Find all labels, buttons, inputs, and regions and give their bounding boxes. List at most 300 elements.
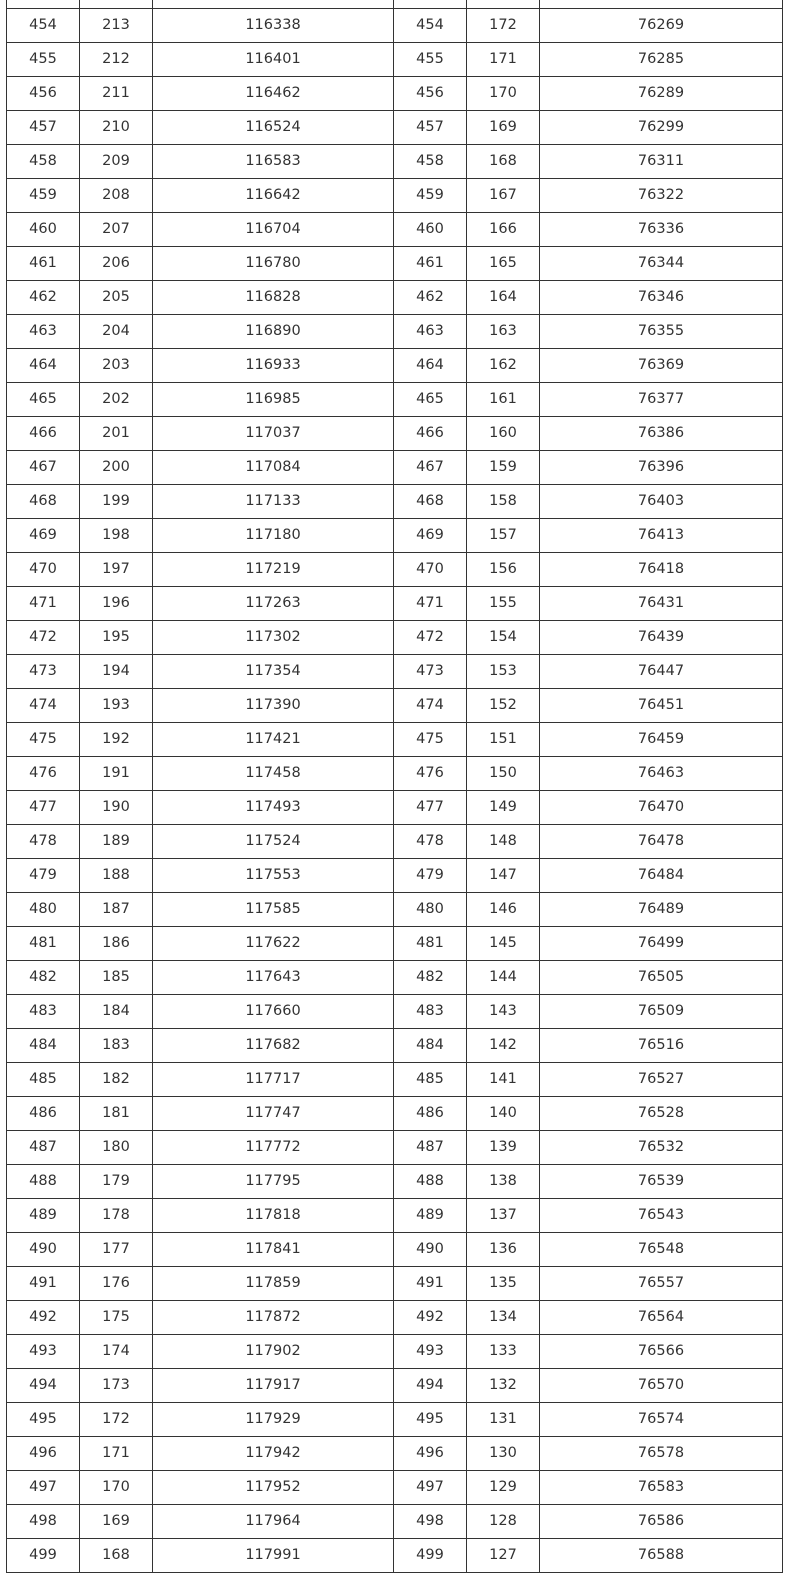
table-cell-cumulative-b: 76439 [540,621,783,655]
table-cell-rank-b: 133 [467,1335,540,1369]
table-cell-cumulative-b: 76336 [540,213,783,247]
table-cell-score-b: 490 [394,1233,467,1267]
table-cell-cumulative-a: 116338 [153,9,394,43]
table-row [7,1233,783,1267]
table-cell-score-a: 470 [7,553,80,587]
table-cell-cumulative-b: 76355 [540,315,783,349]
table-cell-rank-b: 163 [467,315,540,349]
table-cell-cumulative-a: 116985 [153,383,394,417]
table-row [7,1369,783,1403]
table-row [7,315,783,349]
table-cell-cumulative-b: 76447 [540,655,783,689]
table-cell-cumulative-a: 117037 [153,417,394,451]
table-cell-score-a: 479 [7,859,80,893]
table-cell-cumulative-a: 117818 [153,1199,394,1233]
table-cell-cumulative-b: 76564 [540,1301,783,1335]
table-cell-score-a [7,0,80,9]
score-table-body [7,0,783,1573]
table-cell-cumulative-b: 76322 [540,179,783,213]
table-cell-cumulative-a: 117354 [153,655,394,689]
table-cell-score-a: 484 [7,1029,80,1063]
table-cell-cumulative-b: 76528 [540,1097,783,1131]
table-row [7,859,783,893]
table-cell-cumulative-b: 76346 [540,281,783,315]
table-cell-cumulative-b: 76463 [540,757,783,791]
table-cell-cumulative-b: 76578 [540,1437,783,1471]
table-cell-cumulative-b: 76557 [540,1267,783,1301]
table-cell-cumulative-a: 117133 [153,485,394,519]
table-cell-score-b [394,0,467,9]
table-cell-cumulative-a: 117390 [153,689,394,723]
table-row [7,689,783,723]
table-cell-rank-a: 208 [80,179,153,213]
table-cell-rank-b: 159 [467,451,540,485]
score-table [6,0,783,1573]
table-cell-score-a: 474 [7,689,80,723]
table-cell-rank-b: 164 [467,281,540,315]
table-cell-cumulative-b: 76377 [540,383,783,417]
table-cell-score-b: 461 [394,247,467,281]
table-row [7,825,783,859]
table-cell-score-a: 460 [7,213,80,247]
table-cell-rank-a: 192 [80,723,153,757]
table-cell-cumulative-a: 116401 [153,43,394,77]
table-cell-cumulative-a: 117747 [153,1097,394,1131]
table-cell-cumulative-b: 76285 [540,43,783,77]
table-cell-rank-a: 170 [80,1471,153,1505]
table-cell-score-a: 456 [7,77,80,111]
table-cell-score-b: 469 [394,519,467,553]
table-cell-rank-b: 136 [467,1233,540,1267]
table-cell-score-a: 486 [7,1097,80,1131]
table-cell-cumulative-a: 117841 [153,1233,394,1267]
table-cell-score-a: 496 [7,1437,80,1471]
table-cell-rank-a: 180 [80,1131,153,1165]
table-cell-cumulative-b: 76344 [540,247,783,281]
table-cell-score-b: 463 [394,315,467,349]
table-row [7,1097,783,1131]
table-cell-score-a: 477 [7,791,80,825]
table-cell-cumulative-b: 76539 [540,1165,783,1199]
table-cell-rank-a: 186 [80,927,153,961]
table-cell-score-b: 495 [394,1403,467,1437]
table-cell-cumulative-a: 116583 [153,145,394,179]
table-cell-rank-b: 135 [467,1267,540,1301]
table-row [7,179,783,213]
table-cell-cumulative-b: 76489 [540,893,783,927]
table-cell-rank-b: 168 [467,145,540,179]
table-cell-score-b: 458 [394,145,467,179]
table-cell-score-a: 469 [7,519,80,553]
table-cell-cumulative-b: 76299 [540,111,783,145]
table-cell-score-a: 464 [7,349,80,383]
table-cell-rank-a: 171 [80,1437,153,1471]
table-cell-rank-b: 147 [467,859,540,893]
table-cell-score-b: 467 [394,451,467,485]
table-cell-rank-b: 150 [467,757,540,791]
table-cell-rank-a: 202 [80,383,153,417]
table-cell-cumulative-b: 76516 [540,1029,783,1063]
table-cell-score-b: 456 [394,77,467,111]
table-cell-rank-b: 131 [467,1403,540,1437]
table-cell-score-b: 497 [394,1471,467,1505]
table-cell-score-b: 462 [394,281,467,315]
table-cell-cumulative-b: 76505 [540,961,783,995]
table-cell-cumulative-a: 117964 [153,1505,394,1539]
table-cell-rank-b: 140 [467,1097,540,1131]
table-cell-rank-a: 191 [80,757,153,791]
table-cell-score-a: 491 [7,1267,80,1301]
table-cell-rank-a: 211 [80,77,153,111]
table-cell-cumulative-b: 76311 [540,145,783,179]
table-cell-score-b: 474 [394,689,467,723]
table-cell-score-a: 467 [7,451,80,485]
table-cell-cumulative-a: 116780 [153,247,394,281]
table-cell-cumulative-b: 76574 [540,1403,783,1437]
table-cell-rank-a: 196 [80,587,153,621]
table-cell-rank-b: 157 [467,519,540,553]
table-cell-rank-a: 201 [80,417,153,451]
table-cell-rank-a: 172 [80,1403,153,1437]
table-cell-rank-a: 199 [80,485,153,519]
table-cell-cumulative-a: 117795 [153,1165,394,1199]
table-cell-score-a: 473 [7,655,80,689]
table-row [7,1029,783,1063]
table-cell-score-a: 482 [7,961,80,995]
table-row [7,1131,783,1165]
table-cell-cumulative-a: 116524 [153,111,394,145]
table-cell-score-a: 459 [7,179,80,213]
table-cell-rank-a: 175 [80,1301,153,1335]
table-cell-rank-b: 149 [467,791,540,825]
table-row [7,485,783,519]
table-cell-score-a: 455 [7,43,80,77]
table-cell-cumulative-a: 117458 [153,757,394,791]
table-row [7,77,783,111]
table-cell-cumulative-a: 117622 [153,927,394,961]
table-cell-score-a: 471 [7,587,80,621]
table-cell-cumulative-a: 116462 [153,77,394,111]
table-cell-score-b: 466 [394,417,467,451]
table-cell-rank-a [80,0,153,9]
table-cell-rank-a: 193 [80,689,153,723]
table-cell-cumulative-a: 117859 [153,1267,394,1301]
table-cell-cumulative-b: 76499 [540,927,783,961]
table-row [7,0,783,9]
table-cell-score-a: 497 [7,1471,80,1505]
table-cell-rank-a: 209 [80,145,153,179]
table-cell-cumulative-a: 117524 [153,825,394,859]
table-cell-rank-b [467,0,540,9]
table-cell-cumulative-a: 117553 [153,859,394,893]
table-cell-rank-a: 200 [80,451,153,485]
table-cell-cumulative-b: 76470 [540,791,783,825]
table-cell-score-b: 494 [394,1369,467,1403]
table-cell-score-b: 468 [394,485,467,519]
table-cell-score-b: 459 [394,179,467,213]
table-cell-rank-a: 179 [80,1165,153,1199]
table-cell-cumulative-a: 117991 [153,1539,394,1573]
table-cell-score-b: 454 [394,9,467,43]
table-cell-score-a: 489 [7,1199,80,1233]
table-cell-rank-b: 148 [467,825,540,859]
table-cell-score-b: 472 [394,621,467,655]
table-row [7,893,783,927]
table-cell-score-b: 496 [394,1437,467,1471]
table-cell-score-a: 475 [7,723,80,757]
table-row [7,1063,783,1097]
table-cell-cumulative-b: 76289 [540,77,783,111]
table-cell-cumulative-b: 76369 [540,349,783,383]
table-cell-rank-b: 165 [467,247,540,281]
table-cell-cumulative-a: 117682 [153,1029,394,1063]
table-row [7,1505,783,1539]
table-cell-rank-a: 213 [80,9,153,43]
table-cell-score-b: 471 [394,587,467,621]
table-cell-rank-b: 129 [467,1471,540,1505]
table-cell-cumulative-b: 76478 [540,825,783,859]
table-row [7,43,783,77]
table-cell-score-b: 473 [394,655,467,689]
table-cell-rank-b: 134 [467,1301,540,1335]
table-row [7,247,783,281]
table-cell-score-a: 461 [7,247,80,281]
table-cell-rank-b: 141 [467,1063,540,1097]
table-cell-cumulative-a: 117717 [153,1063,394,1097]
table-cell-rank-a: 212 [80,43,153,77]
table-cell-cumulative-a: 117902 [153,1335,394,1369]
table-cell-cumulative-b: 76566 [540,1335,783,1369]
table-cell-score-a: 468 [7,485,80,519]
table-cell-cumulative-b: 76386 [540,417,783,451]
table-cell-score-a: 472 [7,621,80,655]
table-row [7,1335,783,1369]
table-cell-cumulative-a: 117180 [153,519,394,553]
table-cell-score-a: 478 [7,825,80,859]
table-cell-rank-a: 197 [80,553,153,587]
table-cell-rank-b: 161 [467,383,540,417]
table-cell-rank-b: 143 [467,995,540,1029]
table-cell-score-a: 481 [7,927,80,961]
table-row [7,417,783,451]
table-cell-cumulative-a: 117952 [153,1471,394,1505]
table-row [7,1471,783,1505]
table-cell-rank-a: 182 [80,1063,153,1097]
table-row [7,1267,783,1301]
table-cell-score-b: 470 [394,553,467,587]
table-row [7,655,783,689]
table-row [7,145,783,179]
table-cell-cumulative-a: 116704 [153,213,394,247]
table-cell-cumulative-a: 117302 [153,621,394,655]
table-cell-score-b: 487 [394,1131,467,1165]
table-cell-cumulative-b: 76269 [540,9,783,43]
table-cell-rank-a: 210 [80,111,153,145]
table-cell-rank-b: 144 [467,961,540,995]
table-cell-score-a: 476 [7,757,80,791]
table-cell-score-b: 480 [394,893,467,927]
table-cell-score-b: 484 [394,1029,467,1063]
table-cell-rank-a: 168 [80,1539,153,1573]
table-row [7,927,783,961]
table-cell-cumulative-b: 76509 [540,995,783,1029]
table-cell-score-b: 479 [394,859,467,893]
table-cell-rank-b: 162 [467,349,540,383]
table-cell-rank-b: 170 [467,77,540,111]
table-cell-rank-b: 142 [467,1029,540,1063]
table-cell-rank-a: 183 [80,1029,153,1063]
table-cell-rank-a: 189 [80,825,153,859]
table-cell-score-b: 482 [394,961,467,995]
table-cell-rank-b: 132 [467,1369,540,1403]
table-cell-rank-b: 146 [467,893,540,927]
table-cell-rank-b: 151 [467,723,540,757]
table-cell-score-a: 462 [7,281,80,315]
table-row [7,281,783,315]
table-cell-score-b: 485 [394,1063,467,1097]
table-cell-rank-a: 198 [80,519,153,553]
table-cell-score-a: 495 [7,1403,80,1437]
table-cell-cumulative-a: 117772 [153,1131,394,1165]
table-row [7,213,783,247]
table-cell-rank-b: 138 [467,1165,540,1199]
table-cell-score-b: 489 [394,1199,467,1233]
table-cell-rank-a: 184 [80,995,153,1029]
table-cell-score-a: 483 [7,995,80,1029]
table-cell-rank-b: 130 [467,1437,540,1471]
table-cell-cumulative-b: 76418 [540,553,783,587]
table-cell-score-a: 466 [7,417,80,451]
table-cell-score-a: 485 [7,1063,80,1097]
table-cell-cumulative-a: 117219 [153,553,394,587]
table-row [7,995,783,1029]
table-cell-cumulative-a: 117493 [153,791,394,825]
table-cell-rank-a: 178 [80,1199,153,1233]
table-cell-rank-b: 154 [467,621,540,655]
table-cell-score-a: 499 [7,1539,80,1573]
table-cell-cumulative-b: 76570 [540,1369,783,1403]
table-cell-rank-a: 204 [80,315,153,349]
table-cell-rank-b: 166 [467,213,540,247]
table-cell-score-a: 465 [7,383,80,417]
table-cell-rank-b: 172 [467,9,540,43]
table-cell-rank-b: 155 [467,587,540,621]
table-cell-cumulative-a: 116642 [153,179,394,213]
table-cell-rank-a: 176 [80,1267,153,1301]
table-row [7,791,783,825]
table-cell-rank-a: 194 [80,655,153,689]
table-row [7,451,783,485]
table-row [7,1165,783,1199]
table-cell-score-b: 464 [394,349,467,383]
table-cell-cumulative-b: 76527 [540,1063,783,1097]
table-cell-cumulative-b: 76403 [540,485,783,519]
table-cell-cumulative-a: 117421 [153,723,394,757]
table-cell-cumulative-a: 116890 [153,315,394,349]
table-row [7,349,783,383]
table-cell-rank-a: 195 [80,621,153,655]
table-cell-cumulative-a: 116828 [153,281,394,315]
table-cell-cumulative-b: 76543 [540,1199,783,1233]
table-row [7,111,783,145]
table-cell-score-a: 498 [7,1505,80,1539]
table-cell-score-b: 491 [394,1267,467,1301]
table-cell-rank-b: 156 [467,553,540,587]
table-cell-cumulative-a: 117660 [153,995,394,1029]
table-cell-cumulative-a: 117585 [153,893,394,927]
table-cell-rank-b: 127 [467,1539,540,1573]
table-cell-cumulative-b: 76588 [540,1539,783,1573]
table-row [7,9,783,43]
table-row [7,553,783,587]
table-cell-score-a: 463 [7,315,80,349]
table-row [7,1403,783,1437]
table-cell-rank-b: 139 [467,1131,540,1165]
table-cell-score-a: 454 [7,9,80,43]
table-cell-score-b: 483 [394,995,467,1029]
table-cell-score-a: 493 [7,1335,80,1369]
table-cell-cumulative-a: 117643 [153,961,394,995]
table-cell-score-a: 458 [7,145,80,179]
table-row [7,383,783,417]
table-cell-cumulative-a: 117929 [153,1403,394,1437]
table-cell-cumulative-b: 76548 [540,1233,783,1267]
table-cell-score-b: 478 [394,825,467,859]
table-cell-score-a: 492 [7,1301,80,1335]
table-cell-cumulative-b: 76484 [540,859,783,893]
table-cell-rank-a: 187 [80,893,153,927]
table-cell-rank-a: 174 [80,1335,153,1369]
table-cell-score-b: 475 [394,723,467,757]
table-cell-cumulative-b: 76396 [540,451,783,485]
table-row [7,1199,783,1233]
table-cell-cumulative-a: 117263 [153,587,394,621]
table-cell-rank-b: 137 [467,1199,540,1233]
table-cell-cumulative-a: 117084 [153,451,394,485]
table-cell-rank-b: 152 [467,689,540,723]
table-cell-score-b: 455 [394,43,467,77]
table-cell-cumulative-a: 117917 [153,1369,394,1403]
table-cell-score-b: 476 [394,757,467,791]
table-cell-rank-a: 185 [80,961,153,995]
table-cell-score-b: 488 [394,1165,467,1199]
table-cell-cumulative-b: 76451 [540,689,783,723]
table-cell-cumulative-a: 116933 [153,349,394,383]
table-cell-cumulative-b [540,0,783,9]
table-cell-score-b: 492 [394,1301,467,1335]
table-row [7,961,783,995]
table-row [7,757,783,791]
table-cell-rank-a: 206 [80,247,153,281]
table-row [7,587,783,621]
table-cell-score-b: 465 [394,383,467,417]
table-row [7,1301,783,1335]
table-cell-rank-a: 181 [80,1097,153,1131]
table-cell-cumulative-b: 76459 [540,723,783,757]
table-cell-rank-a: 177 [80,1233,153,1267]
table-cell-rank-a: 188 [80,859,153,893]
table-cell-score-b: 499 [394,1539,467,1573]
table-cell-score-a: 494 [7,1369,80,1403]
table-cell-rank-a: 203 [80,349,153,383]
table-cell-rank-b: 160 [467,417,540,451]
table-cell-cumulative-b: 76532 [540,1131,783,1165]
table-cell-score-a: 490 [7,1233,80,1267]
table-cell-cumulative-a: 117872 [153,1301,394,1335]
table-cell-score-b: 493 [394,1335,467,1369]
table-cell-score-b: 477 [394,791,467,825]
table-cell-cumulative-a [153,0,394,9]
